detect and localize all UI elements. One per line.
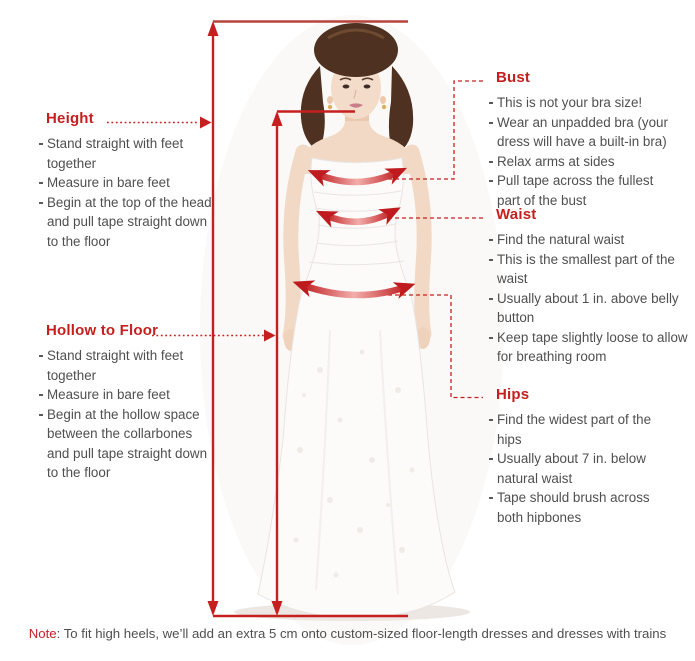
instruction-item: Begin at the top of the head and pull tape straight down to the floor (38, 193, 216, 252)
instruction-item: Stand straight with feet together (38, 346, 218, 385)
footer-note (0, 626, 695, 641)
note-label: Note (28, 626, 57, 641)
instruction-item: Relax arms at sides (488, 152, 680, 172)
instruction-item: Begin at the hollow space between the collarbones and pull tape straight down to the floor (38, 405, 218, 483)
section-hips (488, 386, 660, 527)
instruction-item: Pull tape across the fullest part of the bust (488, 171, 680, 210)
instruction-item: Tape should brush across both hipbones (488, 488, 660, 527)
hips-instructions (488, 410, 660, 527)
instruction-item: Wear an unpadded bra (your dress will have a built-in bra) (488, 113, 680, 152)
instruction-item: This is the smallest part of the waist (488, 250, 691, 289)
section-waist (488, 206, 691, 367)
bust-instructions (488, 93, 680, 210)
instruction-item: Find the natural waist (488, 230, 691, 250)
instruction-item: Keep tape slightly loose to allow for breathing room (488, 328, 691, 367)
waist-instructions (488, 230, 691, 367)
instruction-item: Usually about 7 in. below natural waist (488, 449, 660, 488)
instruction-item: Find the widest part of the hips (488, 410, 660, 449)
hips-title: Hips (496, 386, 530, 403)
section-bust (488, 69, 680, 210)
model-photo (200, 15, 504, 645)
bust-title: Bust (496, 69, 531, 86)
instruction-item: Usually about 1 in. above belly button (488, 289, 691, 328)
height-instructions (38, 134, 216, 251)
waist-title: Waist (496, 206, 537, 223)
height-title: Height (46, 110, 94, 127)
note-text: : To fit high heels, we’ll add an extra 5 cm onto custom-sized floor-length dresses and dresses with trains (56, 626, 667, 641)
hollow-to-floor-instructions (38, 346, 218, 483)
instruction-item: Measure in bare feet (38, 385, 218, 405)
hollow-to-floor-title: Hollow to Floor (46, 322, 159, 339)
instruction-item: Measure in bare feet (38, 173, 216, 193)
instruction-item: This is not your bra size! (488, 93, 680, 113)
section-hollow-to-floor (38, 322, 218, 483)
section-height (38, 110, 216, 251)
instruction-item: Stand straight with feet together (38, 134, 216, 173)
